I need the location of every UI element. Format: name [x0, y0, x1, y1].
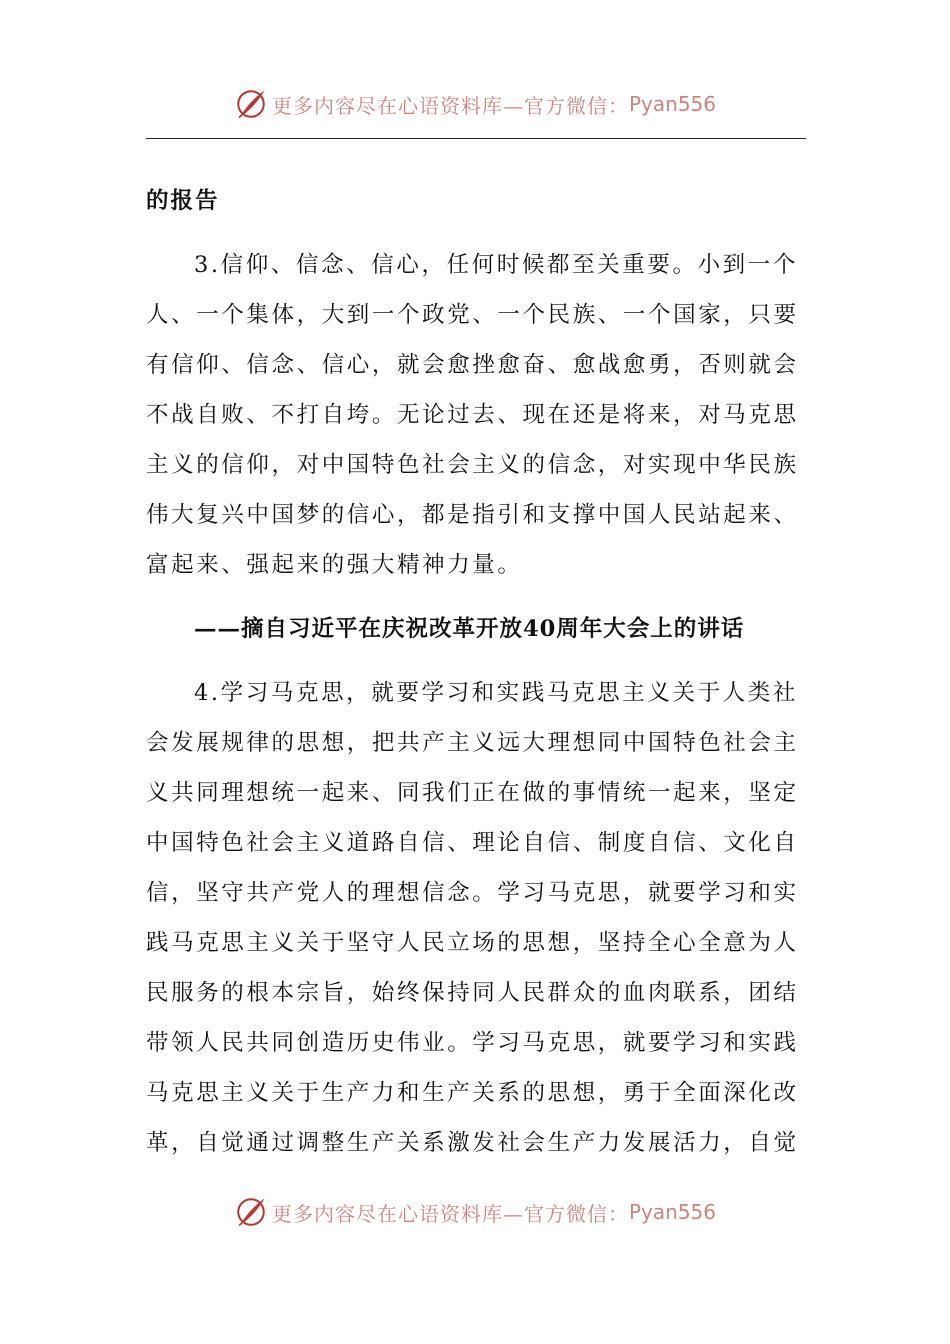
paragraph-line: 马克思主义关于生产力和生产关系的思想，勇于全面深化改	[146, 1080, 799, 1106]
paragraph-line: 革，自觉通过调整生产关系激发社会生产力发展活力，自觉	[146, 1130, 799, 1156]
page-footer	[0, 1192, 950, 1232]
paragraph-line: 带领人民共同创造历史伟业。学习马克思，就要学习和实践	[146, 1030, 799, 1056]
paragraph-line: 有信仰、信念、信心，就会愈挫愈奋、愈战愈勇，否则就会	[146, 352, 799, 378]
header-wechat-id: Pyan556	[628, 92, 716, 116]
quote-source: ——摘自习近平在庆祝改革开放40周年大会上的讲话	[194, 616, 745, 642]
header-divider	[146, 138, 806, 139]
paragraph-line: 信，坚守共产党人的理想信念。学习马克思，就要学习和实	[146, 880, 799, 906]
paragraph-line: 义共同理想统一起来、同我们正在做的事情统一起来，坚定	[146, 780, 799, 806]
paragraph-3	[146, 240, 808, 590]
paragraph-line: 践马克思主义关于坚守人民立场的思想，坚持全心全意为人	[146, 930, 799, 956]
paragraph-4	[146, 668, 808, 1168]
paragraph-line: 会发展规律的思想，把共产主义远大理想同中国特色社会主	[146, 730, 799, 756]
quill-logo-icon	[234, 1195, 268, 1229]
header-banner-text: 更多内容尽在心语资料库—官方微信：	[271, 93, 629, 118]
paragraph-line: 民服务的根本宗旨，始终保持同人民群众的血肉联系，团结	[146, 980, 799, 1006]
paragraph-line: 3.信仰、信念、信心，任何时候都至关重要。小到一个	[194, 252, 798, 278]
paragraph-line: 人、一个集体，大到一个政党、一个民族、一个国家，只要	[146, 302, 799, 328]
paragraph-line: 富起来、强起来的强大精神力量。	[146, 552, 523, 578]
document-body	[146, 176, 808, 1168]
footer-banner-text: 更多内容尽在心语资料库—官方微信：	[271, 1201, 629, 1226]
paragraph-line: 主义的信仰，对中国特色社会主义的信念，对实现中华民族	[146, 452, 799, 478]
page-header	[0, 84, 950, 124]
heading-continuation: 的报告	[146, 188, 220, 214]
footer-wechat-id: Pyan556	[628, 1200, 716, 1224]
quill-logo-icon	[234, 87, 268, 121]
paragraph-line: 4.学习马克思，就要学习和实践马克思主义关于人类社	[194, 680, 798, 706]
paragraph-line: 中国特色社会主义道路自信、理论自信、制度自信、文化自	[146, 830, 799, 856]
paragraph-line: 伟大复兴中国梦的信心，都是指引和支撑中国人民站起来、	[146, 502, 799, 528]
paragraph-line: 不战自败、不打自垮。无论过去、现在还是将来，对马克思	[146, 402, 799, 428]
